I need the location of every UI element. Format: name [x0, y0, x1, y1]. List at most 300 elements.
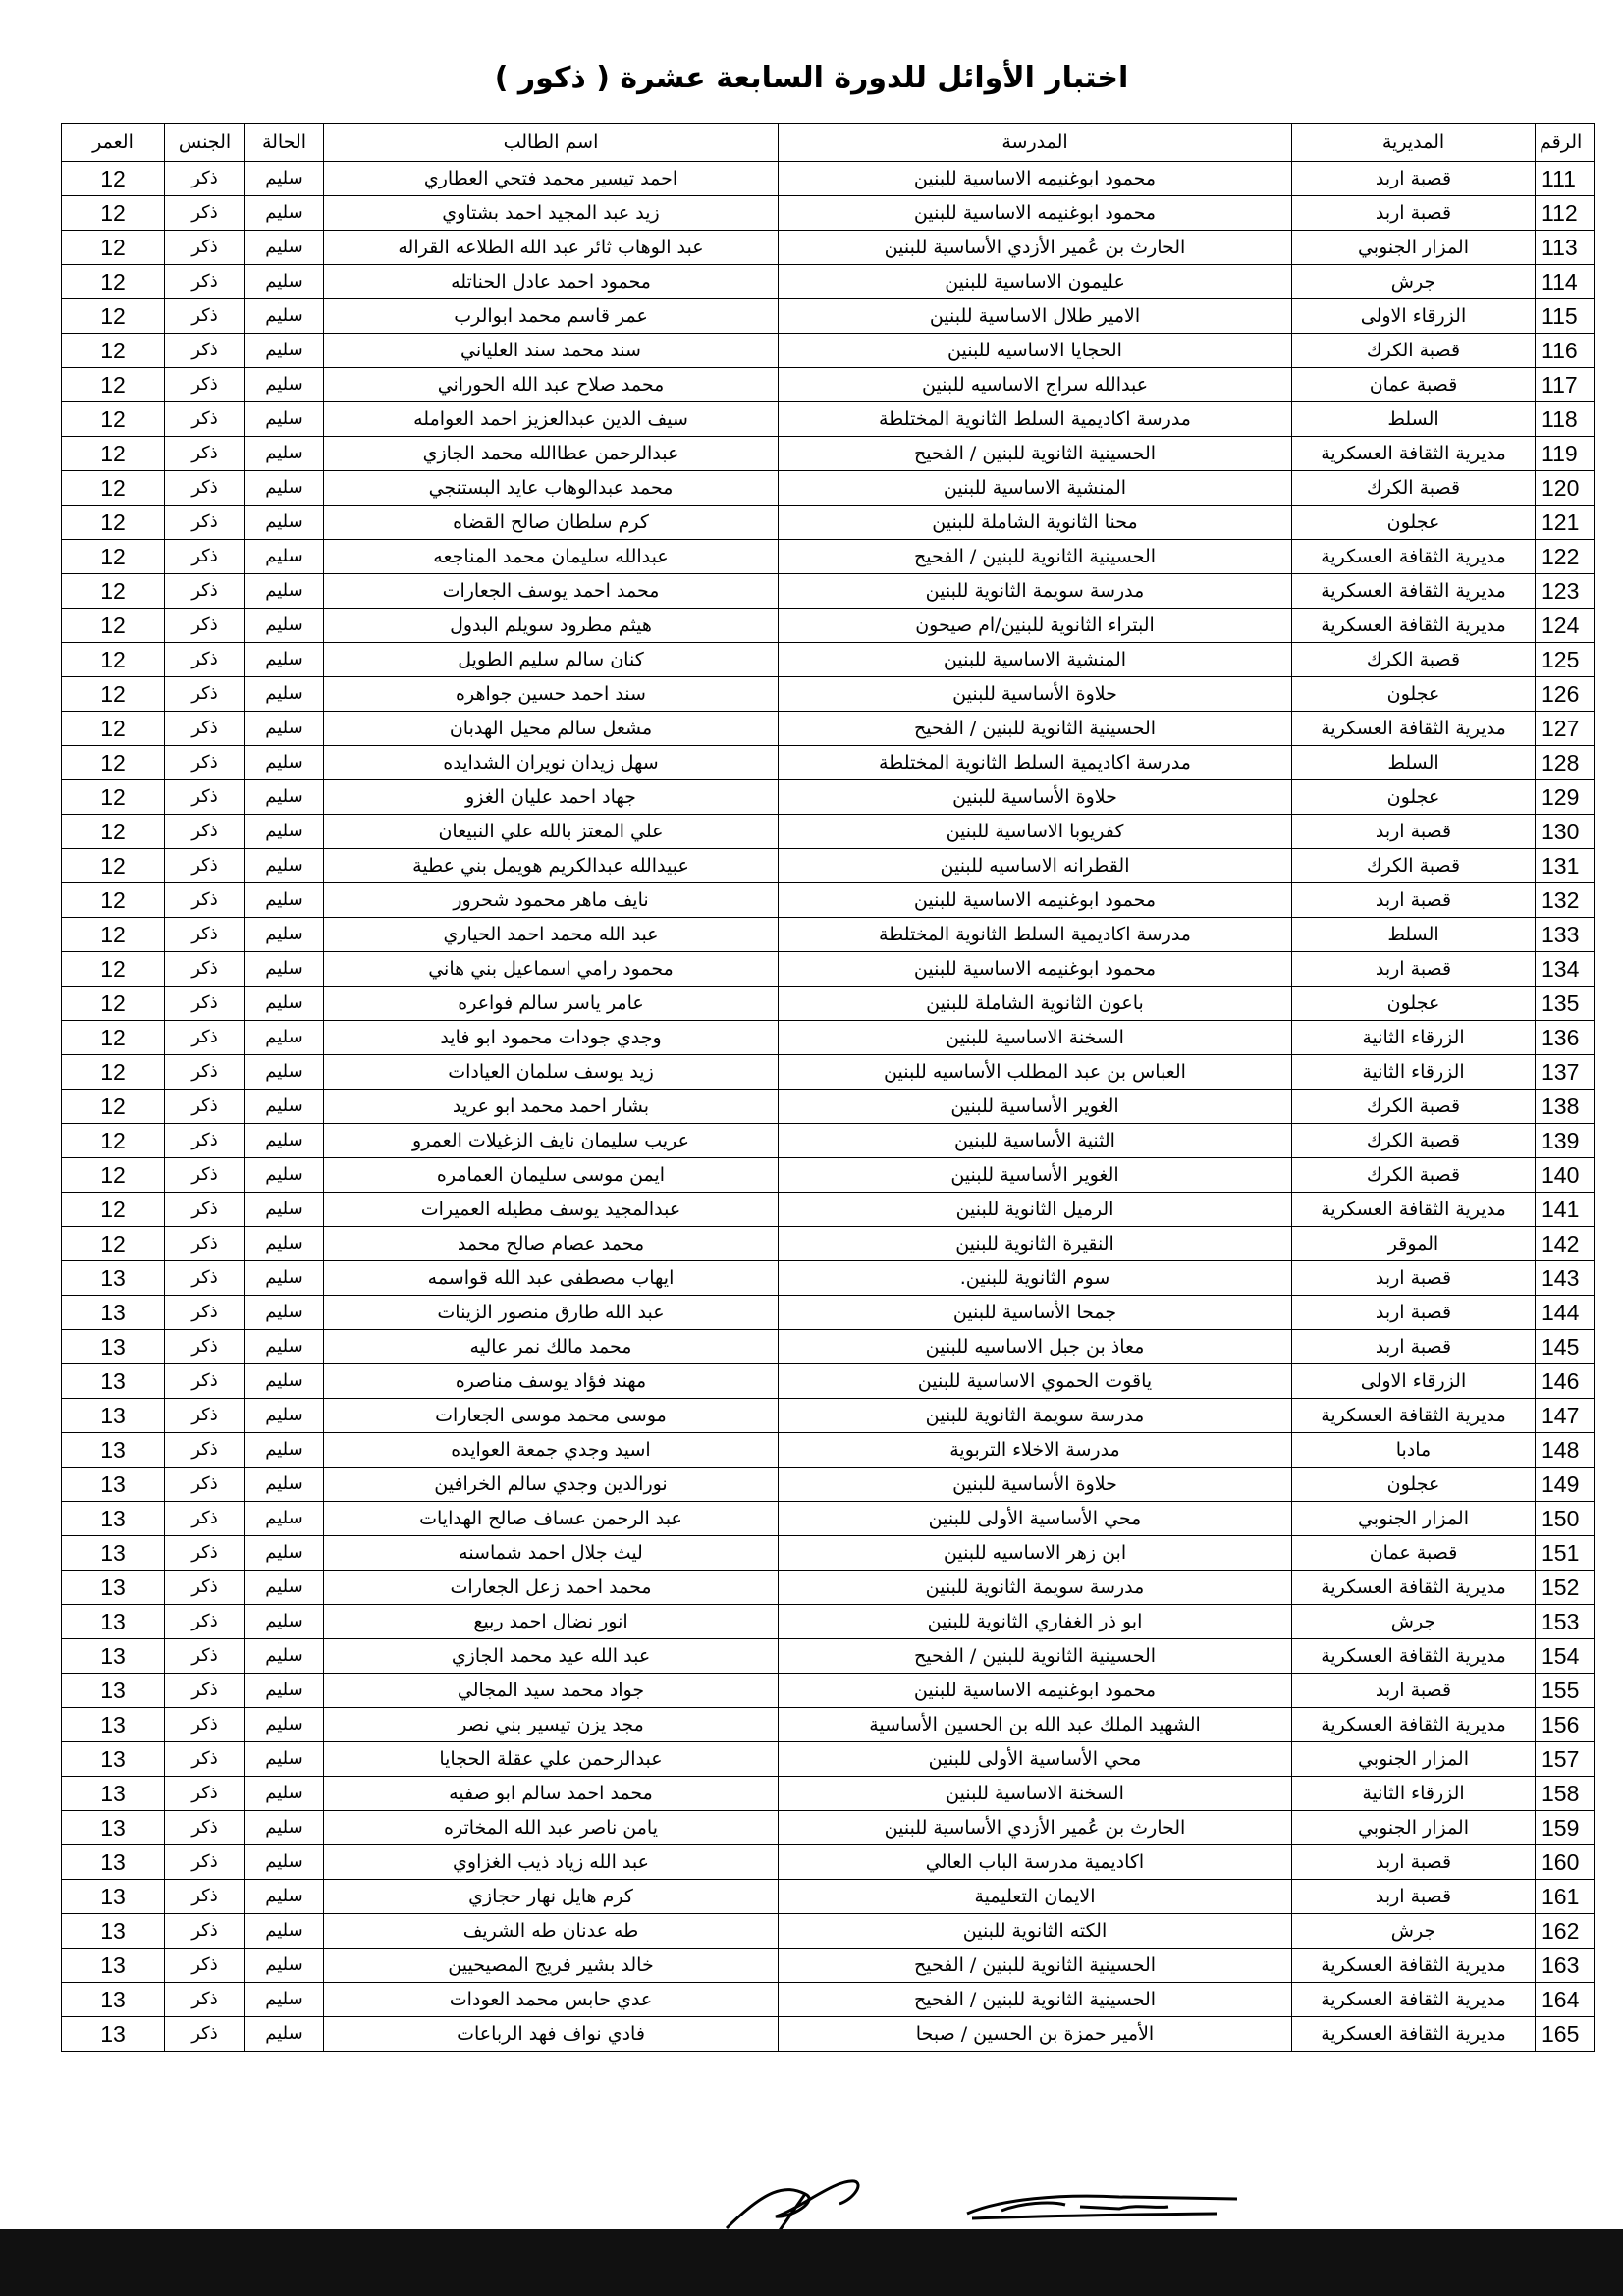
cell-student-name: ايمن موسى سليمان العمامره: [324, 1158, 779, 1193]
cell-number: 163: [1536, 1949, 1595, 1983]
cell-age: 13: [62, 1639, 165, 1674]
cell-student-name: هيثم مطرود سويلم البدول: [324, 609, 779, 643]
cell-school: باعون الثانوية الشاملة للبنين: [779, 987, 1292, 1021]
cell-student-name: محمد احمد يوسف الجعارات: [324, 574, 779, 609]
cell-school: الامير طلال الاساسية للبنين: [779, 299, 1292, 334]
cell-status: سليم: [245, 746, 324, 780]
cell-school: الرميل الثانوية للبنين: [779, 1193, 1292, 1227]
cell-age: 12: [62, 849, 165, 883]
cell-age: 12: [62, 712, 165, 746]
table-row: [62, 1055, 1595, 1090]
cell-student-name: كرم هايل نهار حجازي: [324, 1880, 779, 1914]
cell-age: 13: [62, 1777, 165, 1811]
cell-number: 125: [1536, 643, 1595, 677]
cell-directorate: مديرية الثقافة العسكرية: [1292, 574, 1536, 609]
cell-student-name: ايهاب مصطفى عبد الله قواسمه: [324, 1261, 779, 1296]
cell-gender: ذكر: [165, 1468, 245, 1502]
cell-number: 127: [1536, 712, 1595, 746]
cell-status: سليم: [245, 815, 324, 849]
cell-age: 12: [62, 196, 165, 231]
cell-directorate: قصبة اربد: [1292, 1261, 1536, 1296]
table-row: [62, 952, 1595, 987]
cell-number: 153: [1536, 1605, 1595, 1639]
cell-age: 13: [62, 1983, 165, 2017]
cell-student-name: كنان سالم سليم الطويل: [324, 643, 779, 677]
cell-status: سليم: [245, 1536, 324, 1571]
cell-age: 13: [62, 1296, 165, 1330]
cell-student-name: عبدالمجيد يوسف مطيله العميرات: [324, 1193, 779, 1227]
right-signature: [967, 2196, 1237, 2218]
header-number: الرقم: [1536, 124, 1595, 162]
table-row: [62, 1330, 1595, 1364]
cell-age: 12: [62, 1055, 165, 1090]
cell-number: 164: [1536, 1983, 1595, 2017]
cell-student-name: فادي نواف فهد الرباعات: [324, 2017, 779, 2052]
cell-status: سليم: [245, 2017, 324, 2052]
cell-age: 12: [62, 918, 165, 952]
table-row: [62, 506, 1595, 540]
cell-directorate: الزرقاء الاولى: [1292, 299, 1536, 334]
table-row: [62, 987, 1595, 1021]
cell-directorate: مديرية الثقافة العسكرية: [1292, 437, 1536, 471]
cell-gender: ذكر: [165, 780, 245, 815]
cell-number: 142: [1536, 1227, 1595, 1261]
cell-student-name: احمد تيسير محمد فتحي العطاري: [324, 162, 779, 196]
table-row: [62, 196, 1595, 231]
table-row: [62, 1742, 1595, 1777]
cell-age: 12: [62, 334, 165, 368]
cell-gender: ذكر: [165, 231, 245, 265]
cell-student-name: عبد الرحمن عساف صالح الهدايات: [324, 1502, 779, 1536]
cell-gender: ذكر: [165, 1502, 245, 1536]
cell-directorate: الموقر: [1292, 1227, 1536, 1261]
cell-gender: ذكر: [165, 918, 245, 952]
cell-directorate: عجلون: [1292, 506, 1536, 540]
cell-status: سليم: [245, 1193, 324, 1227]
table-row: [62, 1364, 1595, 1399]
cell-directorate: المزار الجنوبي: [1292, 1742, 1536, 1777]
cell-gender: ذكر: [165, 1914, 245, 1949]
cell-status: سليم: [245, 1708, 324, 1742]
cell-directorate: قصبة اربد: [1292, 815, 1536, 849]
cell-directorate: الزرقاء الثانية: [1292, 1055, 1536, 1090]
cell-age: 13: [62, 1880, 165, 1914]
cell-age: 12: [62, 299, 165, 334]
cell-school: المنشية الاساسية للبنين: [779, 471, 1292, 506]
cell-directorate: قصبة الكرك: [1292, 471, 1536, 506]
cell-student-name: خالد بشير فريج المصيحيين: [324, 1949, 779, 1983]
cell-school: مدرسة الاخلاء التربوية: [779, 1433, 1292, 1468]
cell-school: النقيرة الثانوية للبنين: [779, 1227, 1292, 1261]
cell-gender: ذكر: [165, 1708, 245, 1742]
header-age: العمر: [62, 124, 165, 162]
table-row: [62, 231, 1595, 265]
cell-status: سليم: [245, 952, 324, 987]
cell-gender: ذكر: [165, 815, 245, 849]
cell-age: 12: [62, 231, 165, 265]
cell-gender: ذكر: [165, 1055, 245, 1090]
cell-age: 12: [62, 677, 165, 712]
cell-gender: ذكر: [165, 609, 245, 643]
cell-number: 156: [1536, 1708, 1595, 1742]
cell-number: 118: [1536, 402, 1595, 437]
cell-student-name: محمد صلاح عبد الله الحوراني: [324, 368, 779, 402]
cell-status: سليم: [245, 1914, 324, 1949]
cell-directorate: قصبة اربد: [1292, 1296, 1536, 1330]
cell-directorate: قصبة الكرك: [1292, 1090, 1536, 1124]
cell-directorate: السلط: [1292, 402, 1536, 437]
table-row: [62, 1468, 1595, 1502]
cell-school: اكاديمية مدرسة الباب العالي: [779, 1845, 1292, 1880]
cell-gender: ذكر: [165, 1811, 245, 1845]
table-row: [62, 643, 1595, 677]
cell-number: 158: [1536, 1777, 1595, 1811]
table-row: [62, 1914, 1595, 1949]
cell-age: 12: [62, 368, 165, 402]
cell-directorate: جرش: [1292, 1914, 1536, 1949]
table-row: [62, 1605, 1595, 1639]
cell-gender: ذكر: [165, 402, 245, 437]
table-body: [62, 162, 1595, 2052]
cell-directorate: قصبة اربد: [1292, 952, 1536, 987]
cell-status: سليم: [245, 1364, 324, 1399]
cell-status: سليم: [245, 1055, 324, 1090]
cell-school: العباس بن عبد المطلب الأساسيه للبنين: [779, 1055, 1292, 1090]
cell-age: 13: [62, 2017, 165, 2052]
cell-number: 117: [1536, 368, 1595, 402]
table-row: [62, 1261, 1595, 1296]
table-row: [62, 299, 1595, 334]
cell-school: الحسينية الثانوية للبنين / الفحيح: [779, 437, 1292, 471]
cell-status: سليم: [245, 471, 324, 506]
table-row: [62, 1845, 1595, 1880]
table-row: [62, 1227, 1595, 1261]
cell-age: 12: [62, 540, 165, 574]
table-row: [62, 1158, 1595, 1193]
cell-age: 13: [62, 1502, 165, 1536]
cell-student-name: عبدالرحمن عطاالله محمد الجازي: [324, 437, 779, 471]
cell-directorate: قصبة اربد: [1292, 1674, 1536, 1708]
cell-gender: ذكر: [165, 299, 245, 334]
cell-status: سليم: [245, 1949, 324, 1983]
cell-directorate: قصبة اربد: [1292, 883, 1536, 918]
cell-school: مدرسة سويمة الثانوية للبنين: [779, 574, 1292, 609]
cell-number: 157: [1536, 1742, 1595, 1777]
cell-school: الحسينية الثانوية للبنين / الفحيح: [779, 1983, 1292, 2017]
cell-student-name: عبد الله محمد احمد الحياري: [324, 918, 779, 952]
cell-school: محنا الثانوية الشاملة للبنين: [779, 506, 1292, 540]
cell-number: 155: [1536, 1674, 1595, 1708]
cell-school: السخنة الاساسية للبنين: [779, 1021, 1292, 1055]
cell-gender: ذكر: [165, 1158, 245, 1193]
cell-status: سليم: [245, 1742, 324, 1777]
cell-student-name: محمود رامي اسماعيل بني هاني: [324, 952, 779, 987]
cell-status: سليم: [245, 987, 324, 1021]
table-row: [62, 574, 1595, 609]
table-row: [62, 1433, 1595, 1468]
cell-gender: ذكر: [165, 506, 245, 540]
cell-gender: ذكر: [165, 1261, 245, 1296]
table-row: [62, 402, 1595, 437]
table-row: [62, 1674, 1595, 1708]
cell-school: كفريوبا الاساسية للبنين: [779, 815, 1292, 849]
cell-directorate: جرش: [1292, 265, 1536, 299]
cell-directorate: الزرقاء الاولى: [1292, 1364, 1536, 1399]
cell-school: الحجايا الاساسيه للبنين: [779, 334, 1292, 368]
cell-status: سليم: [245, 1261, 324, 1296]
cell-age: 13: [62, 1674, 165, 1708]
cell-number: 116: [1536, 334, 1595, 368]
cell-directorate: مديرية الثقافة العسكرية: [1292, 1193, 1536, 1227]
cell-age: 12: [62, 437, 165, 471]
cell-gender: ذكر: [165, 1571, 245, 1605]
cell-directorate: مديرية الثقافة العسكرية: [1292, 1708, 1536, 1742]
table-row: [62, 883, 1595, 918]
cell-school: جمحا الأساسية للبنين: [779, 1296, 1292, 1330]
cell-number: 114: [1536, 265, 1595, 299]
cell-number: 159: [1536, 1811, 1595, 1845]
cell-directorate: الزرقاء الثانية: [1292, 1777, 1536, 1811]
cell-school: ابن زهر الاساسيه للبنين: [779, 1536, 1292, 1571]
cell-number: 152: [1536, 1571, 1595, 1605]
cell-number: 165: [1536, 2017, 1595, 2052]
table-row: [62, 815, 1595, 849]
cell-age: 12: [62, 883, 165, 918]
cell-gender: ذكر: [165, 677, 245, 712]
cell-directorate: مديرية الثقافة العسكرية: [1292, 540, 1536, 574]
cell-directorate: السلط: [1292, 918, 1536, 952]
results-table: [61, 123, 1595, 2052]
table-row: [62, 1949, 1595, 1983]
cell-status: سليم: [245, 368, 324, 402]
cell-student-name: محمد مالك نمر عاليه: [324, 1330, 779, 1364]
cell-gender: ذكر: [165, 1949, 245, 1983]
cell-number: 149: [1536, 1468, 1595, 1502]
cell-directorate: مديرية الثقافة العسكرية: [1292, 2017, 1536, 2052]
cell-directorate: المزار الجنوبي: [1292, 1811, 1536, 1845]
cell-number: 135: [1536, 987, 1595, 1021]
cell-school: الغوير الأساسية للبنين: [779, 1090, 1292, 1124]
cell-gender: ذكر: [165, 1639, 245, 1674]
cell-number: 129: [1536, 780, 1595, 815]
cell-status: سليم: [245, 1468, 324, 1502]
cell-status: سليم: [245, 712, 324, 746]
cell-gender: ذكر: [165, 1399, 245, 1433]
cell-directorate: قصبة الكرك: [1292, 849, 1536, 883]
cell-school: المنشية الاساسية للبنين: [779, 643, 1292, 677]
cell-number: 119: [1536, 437, 1595, 471]
cell-gender: ذكر: [165, 849, 245, 883]
cell-age: 13: [62, 1536, 165, 1571]
table-row: [62, 1502, 1595, 1536]
cell-number: 123: [1536, 574, 1595, 609]
cell-gender: ذكر: [165, 1296, 245, 1330]
cell-school: محمود ابوغنيمه الاساسية للبنين: [779, 1674, 1292, 1708]
cell-number: 122: [1536, 540, 1595, 574]
cell-student-name: عريب سليمان نايف الزغيلات العمرو: [324, 1124, 779, 1158]
cell-status: سليم: [245, 196, 324, 231]
cell-status: سليم: [245, 1090, 324, 1124]
cell-gender: ذكر: [165, 1536, 245, 1571]
cell-directorate: قصبة الكرك: [1292, 334, 1536, 368]
cell-status: سليم: [245, 402, 324, 437]
cell-gender: ذكر: [165, 1605, 245, 1639]
cell-age: 13: [62, 1811, 165, 1845]
cell-age: 12: [62, 1090, 165, 1124]
cell-age: 12: [62, 780, 165, 815]
cell-student-name: عبد الوهاب ثائر عبد الله الطلاعه القراله: [324, 231, 779, 265]
cell-age: 12: [62, 471, 165, 506]
cell-directorate: قصبة الكرك: [1292, 1124, 1536, 1158]
cell-number: 137: [1536, 1055, 1595, 1090]
cell-number: 136: [1536, 1021, 1595, 1055]
cell-directorate: قصبة اربد: [1292, 1845, 1536, 1880]
cell-school: محي الأساسية الأولى للبنين: [779, 1502, 1292, 1536]
cell-gender: ذكر: [165, 1227, 245, 1261]
cell-number: 160: [1536, 1845, 1595, 1880]
cell-age: 12: [62, 265, 165, 299]
cell-status: سليم: [245, 1811, 324, 1845]
cell-gender: ذكر: [165, 1021, 245, 1055]
cell-gender: ذكر: [165, 162, 245, 196]
cell-student-name: عبد الله زياد ذيب الغزاوي: [324, 1845, 779, 1880]
cell-gender: ذكر: [165, 334, 245, 368]
cell-number: 147: [1536, 1399, 1595, 1433]
cell-number: 132: [1536, 883, 1595, 918]
cell-gender: ذكر: [165, 1330, 245, 1364]
cell-student-name: مجد يزن تيسير بني نصر: [324, 1708, 779, 1742]
cell-gender: ذكر: [165, 540, 245, 574]
cell-gender: ذكر: [165, 265, 245, 299]
header-status: الحالة: [245, 124, 324, 162]
cell-directorate: عجلون: [1292, 1468, 1536, 1502]
cell-status: سليم: [245, 265, 324, 299]
cell-number: 161: [1536, 1880, 1595, 1914]
cell-school: عبدالله سراج الاساسيه للبنين: [779, 368, 1292, 402]
cell-school: محمود ابوغنيمه الاساسية للبنين: [779, 196, 1292, 231]
cell-number: 128: [1536, 746, 1595, 780]
cell-student-name: عامر ياسر سالم فواعره: [324, 987, 779, 1021]
cell-directorate: المزار الجنوبي: [1292, 1502, 1536, 1536]
cell-school: مدرسة سويمة الثانوية للبنين: [779, 1399, 1292, 1433]
cell-gender: ذكر: [165, 437, 245, 471]
table-row: [62, 368, 1595, 402]
cell-status: سليم: [245, 1399, 324, 1433]
cell-age: 13: [62, 1742, 165, 1777]
cell-age: 12: [62, 402, 165, 437]
cell-directorate: قصبة اربد: [1292, 1880, 1536, 1914]
table-row: [62, 609, 1595, 643]
cell-status: سليم: [245, 1777, 324, 1811]
cell-status: سليم: [245, 780, 324, 815]
cell-status: سليم: [245, 1674, 324, 1708]
cell-gender: ذكر: [165, 1124, 245, 1158]
cell-gender: ذكر: [165, 1090, 245, 1124]
cell-number: 145: [1536, 1330, 1595, 1364]
cell-status: سليم: [245, 918, 324, 952]
table-row: [62, 1536, 1595, 1571]
cell-student-name: جواد محمد سيد المجالي: [324, 1674, 779, 1708]
cell-school: حلاوة الأساسية للبنين: [779, 780, 1292, 815]
cell-status: سليم: [245, 1158, 324, 1193]
cell-number: 133: [1536, 918, 1595, 952]
cell-school: الايمان التعليمية: [779, 1880, 1292, 1914]
cell-gender: ذكر: [165, 952, 245, 987]
cell-student-name: عبدالله سليمان محمد المناجعه: [324, 540, 779, 574]
cell-gender: ذكر: [165, 643, 245, 677]
cell-student-name: عبد الله عيد محمد الجازي: [324, 1639, 779, 1674]
cell-school: حلاوة الأساسية للبنين: [779, 1468, 1292, 1502]
cell-number: 134: [1536, 952, 1595, 987]
cell-number: 154: [1536, 1639, 1595, 1674]
cell-school: مدرسة اكاديمية السلط الثانوية المختلطة: [779, 746, 1292, 780]
cell-status: سليم: [245, 1227, 324, 1261]
cell-student-name: محمود احمد عادل الحناتله: [324, 265, 779, 299]
cell-directorate: مديرية الثقافة العسكرية: [1292, 1949, 1536, 1983]
cell-age: 12: [62, 815, 165, 849]
cell-school: مدرسة سويمة الثانوية للبنين: [779, 1571, 1292, 1605]
cell-student-name: جهاد احمد عليان الغزو: [324, 780, 779, 815]
cell-school: الشهيد الملك عبد الله بن الحسين الأساسية: [779, 1708, 1292, 1742]
cell-age: 12: [62, 1158, 165, 1193]
cell-school: السخنة الاساسية للبنين: [779, 1777, 1292, 1811]
cell-student-name: سهل زيدان نويران الشدايده: [324, 746, 779, 780]
cell-status: سليم: [245, 849, 324, 883]
cell-age: 12: [62, 987, 165, 1021]
cell-school: الحسينية الثانوية للبنين / الفحيح: [779, 540, 1292, 574]
table-header-row: [62, 124, 1595, 162]
header-school: المدرسة: [779, 124, 1292, 162]
cell-school: محمود ابوغنيمه الاساسية للبنين: [779, 883, 1292, 918]
cell-school: الحارث بن عُمير الأزدي الأساسية للبنين: [779, 1811, 1292, 1845]
cell-gender: ذكر: [165, 574, 245, 609]
cell-directorate: مديرية الثقافة العسكرية: [1292, 1399, 1536, 1433]
table-row: [62, 677, 1595, 712]
cell-status: سليم: [245, 1639, 324, 1674]
cell-school: مدرسة اكاديمية السلط الثانوية المختلطة: [779, 918, 1292, 952]
cell-number: 151: [1536, 1536, 1595, 1571]
cell-directorate: مديرية الثقافة العسكرية: [1292, 609, 1536, 643]
cell-school: حلاوة الأساسية للبنين: [779, 677, 1292, 712]
cell-school: محمود ابوغنيمه الاساسية للبنين: [779, 162, 1292, 196]
cell-student-name: نورالدين وجدي سالم الخرافين: [324, 1468, 779, 1502]
cell-number: 144: [1536, 1296, 1595, 1330]
cell-school: الحسينية الثانوية للبنين / الفحيح: [779, 712, 1292, 746]
cell-status: سليم: [245, 1983, 324, 2017]
cell-gender: ذكر: [165, 471, 245, 506]
table-row: [62, 746, 1595, 780]
cell-student-name: مشعل سالم محيل الهدبان: [324, 712, 779, 746]
cell-student-name: مهند فؤاد يوسف مناصره: [324, 1364, 779, 1399]
cell-age: 12: [62, 952, 165, 987]
cell-student-name: اسيد وجدي جمعة العوايده: [324, 1433, 779, 1468]
table-row: [62, 1639, 1595, 1674]
cell-student-name: ليث جلال احمد شماسنه: [324, 1536, 779, 1571]
cell-status: سليم: [245, 609, 324, 643]
cell-age: 12: [62, 506, 165, 540]
header-student-name: اسم الطالب: [324, 124, 779, 162]
cell-age: 12: [62, 1124, 165, 1158]
header-gender: الجنس: [165, 124, 245, 162]
cell-status: سليم: [245, 1605, 324, 1639]
cell-age: 12: [62, 746, 165, 780]
scan-border: [0, 2229, 1623, 2296]
cell-student-name: سند احمد حسين جواهره: [324, 677, 779, 712]
cell-school: ابو ذر الغفاري الثانوية للبنين: [779, 1605, 1292, 1639]
cell-student-name: عبدالرحمن علي عقلة الحجايا: [324, 1742, 779, 1777]
cell-school: مدرسة اكاديمية السلط الثانوية المختلطة: [779, 402, 1292, 437]
page-title: اختبار الأوائل للدورة السابعة عشرة ( ذكور ): [494, 61, 1129, 95]
